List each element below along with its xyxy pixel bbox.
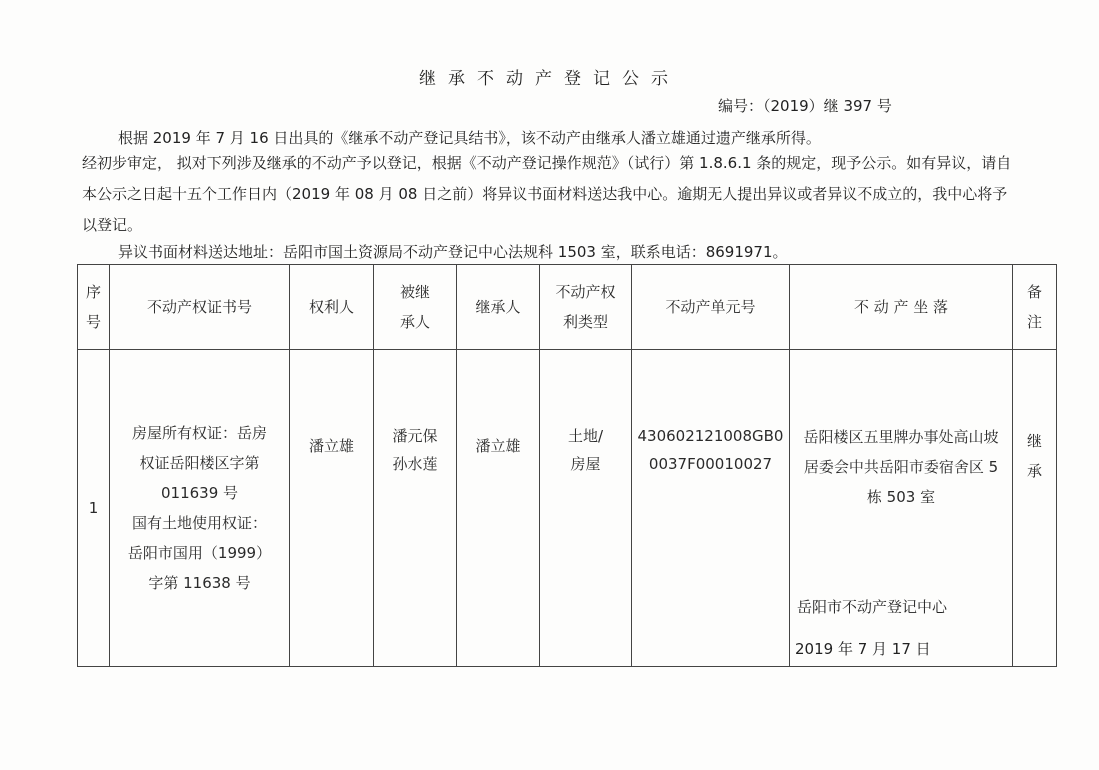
cell-unit-no: [632, 350, 790, 667]
issue-date: 2019 年 7 月 17 日: [795, 640, 931, 658]
notice-paragraph-address: 异议书面材料送达地址：岳阳市国土资源局不动产登记中心法规科 1503 室，联系电话：8691971。: [118, 243, 788, 261]
deceased-name: 潘元保: [392, 427, 438, 445]
cell-holder: 潘立雄: [290, 350, 374, 667]
right-type-line: 房屋: [570, 455, 601, 473]
remark-text: 继承: [1026, 432, 1042, 480]
header-seq: 序号: [78, 265, 110, 350]
cell-deceased: [374, 350, 457, 667]
cell-seq: 1: [78, 350, 110, 667]
unit-no-line: 0037F00010027: [648, 455, 773, 473]
cell-location: [790, 350, 1013, 667]
cert-line: 岳阳市国用（1999）: [127, 544, 272, 562]
location-text: 岳阳楼区五里牌办事处高山坡居委会中共岳阳市委宿舍区 5 栋 503 室: [803, 428, 999, 506]
cert-line: 权证岳阳楼区字第: [139, 454, 260, 472]
cert-line: 011639 号: [160, 484, 239, 502]
issuing-agency: 岳阳市不动产登记中心: [797, 598, 948, 616]
cert-line: 房屋所有权证：岳房: [131, 424, 267, 442]
cell-right-type: [540, 350, 632, 667]
header-deceased: 被继承人: [374, 265, 457, 350]
deceased-name: 孙水莲: [392, 455, 438, 473]
cert-line: 字第 11638 号: [148, 574, 251, 592]
table-row: [78, 350, 1057, 667]
notice-title: 继承不动产登记公示: [419, 69, 680, 89]
cert-line: 国有土地使用权证：: [131, 514, 267, 532]
document-number: 编号：（2019）继 397 号: [718, 97, 892, 115]
cell-heir: 潘立雄: [457, 350, 540, 667]
header-right-type: 不动产权利类型: [540, 265, 632, 350]
header-remark: 备注: [1013, 265, 1057, 350]
header-heir: 继承人: [457, 265, 540, 350]
unit-no-line: 430602121008GB0: [637, 427, 784, 445]
header-location: 不 动 产 坐 落: [790, 265, 1013, 350]
right-type-line: 土地/: [567, 427, 604, 445]
cell-remark: [1013, 350, 1057, 667]
notice-paragraph-objection: 经初步审定， 拟对下列涉及继承的不动产予以登记，根据《不动产登记操作规范》（试行）第 1.8.6.1 条的规定，现予公示。如有异议，请自本公示之日起十五个工作日内（2019 年 08 月 08 日之前）将异议书面材料送达我中心。逾期无人提出异议或者异议不成立的，我中心将予以登记。: [82, 154, 1012, 234]
notice-paragraph-basis: 根据 2019 年 7 月 16 日出具的《继承不动产登记具结书》，该不动产由继承人潘立雄通过遗产继承所得。: [118, 129, 821, 147]
cell-cert-no: [110, 350, 290, 667]
table-header-row: [78, 265, 1057, 350]
header-unit-no: 不动产单元号: [632, 265, 790, 350]
header-holder: 权利人: [290, 265, 374, 350]
header-cert-no: 不动产权证书号: [110, 265, 290, 350]
